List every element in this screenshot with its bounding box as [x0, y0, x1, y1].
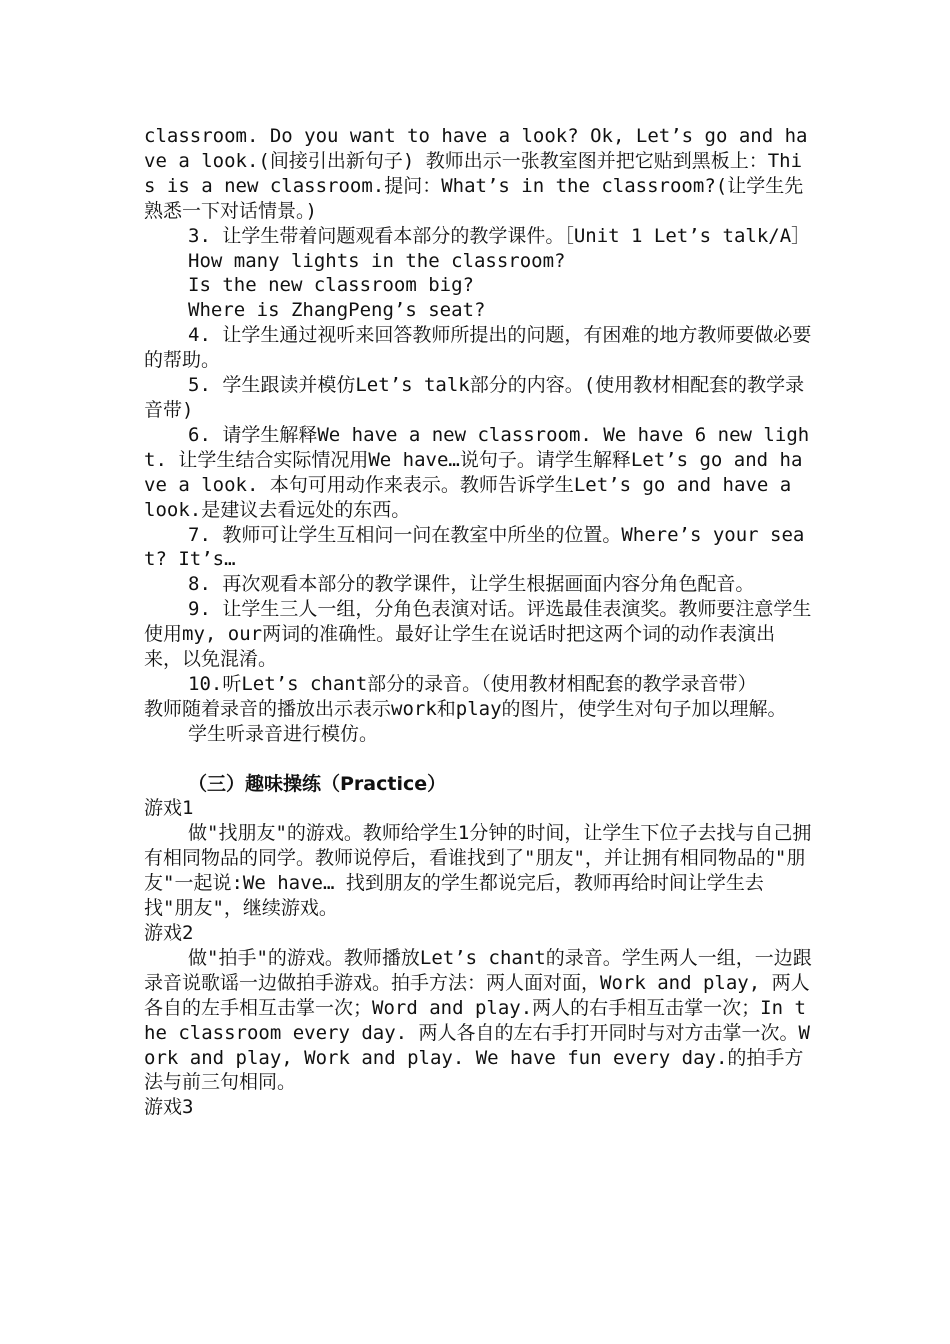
step-7: 7. 教师可让学生互相问一问在教室中所坐的位置。Where’s your seat? It’s… [144, 523, 805, 571]
step-3: 3. 让学生带着问题观看本部分的教学课件。［Unit 1 Let’s talk/A］ [188, 224, 811, 247]
section-heading: （三）趣味操练（Practice） [188, 772, 447, 795]
step-10: 10.听Let’s chant部分的录音。（使用教材相配套的教学录音带） [188, 672, 757, 695]
paragraph-intro: classroom. Do you want to have a look? Ok, Let’s go and have a look.(间接引出新句子) 教师出示一张教室图并把它贴到黑板上：This is a new classroom.提问：What’s in the classroom?(让学生先熟悉一下对话情景。) [144, 125, 808, 222]
game-2-text: 做"拍手"的游戏。教师播放Let’s chant的录音。学生两人一组，一边跟录音说歌谣一边做拍手游戏。拍手方法：两人面对面，Work and play, 两人各自的左手相互击掌一次；Word and play.两人的右手相互击掌一次；In the classroom every day. 两人各自的左右手打开同时与对方击掌一次。Work and play, Work and play. We have fun every day.的拍手方法与前三句相同。 [144, 946, 812, 1094]
game-1-text: 做"找朋友"的游戏。教师给学生1分钟的时间，让学生下位子去找与自己拥有相同物品的同学。教师说停后，看谁找到了"朋友"，并让拥有相同物品的"朋友"一起说:We have… 找到朋友的学生都说完后，教师再给时间让学生去找"朋友"，继续游戏。 [144, 822, 812, 920]
step-5: 5. 学生跟读并模仿Let’s talk部分的内容。(使用教材相配套的教学录音带) [144, 374, 805, 421]
question-2: Is the new classroom big? [188, 274, 474, 297]
game-1-label: 游戏1 [144, 797, 194, 820]
game-2-label: 游戏2 [144, 921, 194, 944]
step-9: 9. 让学生三人一组，分角色表演对话。评选最佳表演奖。教师要注意学生使用my, our两词的准确性。最好让学生在说话时把这两个词的动作表演出来，以免混淆。 [144, 598, 812, 671]
document-body [144, 124, 812, 1120]
game-3-label: 游戏3 [144, 1096, 194, 1119]
question-3: Where is ZhangPeng’s seat? [188, 299, 486, 322]
paragraph-imitate: 学生听录音进行模仿。 [188, 722, 379, 745]
spacer [144, 747, 812, 772]
step-4: 4. 让学生通过视听来回答教师所提出的问题，有困难的地方教师要做必要的帮助。 [144, 324, 812, 372]
paragraph-pictures: 教师随着录音的播放出示表示work和play的图片，使学生对句子加以理解。 [144, 697, 787, 720]
question-1: How many lights in the classroom? [188, 249, 566, 272]
step-6: 6. 请学生解释We have a new classroom. We have 6 new light. 让学生结合实际情况用We have…说句子。请学生解释Let’s go and have a look. 本句可用动作来表示。教师告诉学生Let’s go and have a look.是建议去看远处的东西。 [144, 423, 810, 521]
step-8: 8. 再次观看本部分的教学课件，让学生根据画面内容分角色配音。 [188, 573, 755, 596]
